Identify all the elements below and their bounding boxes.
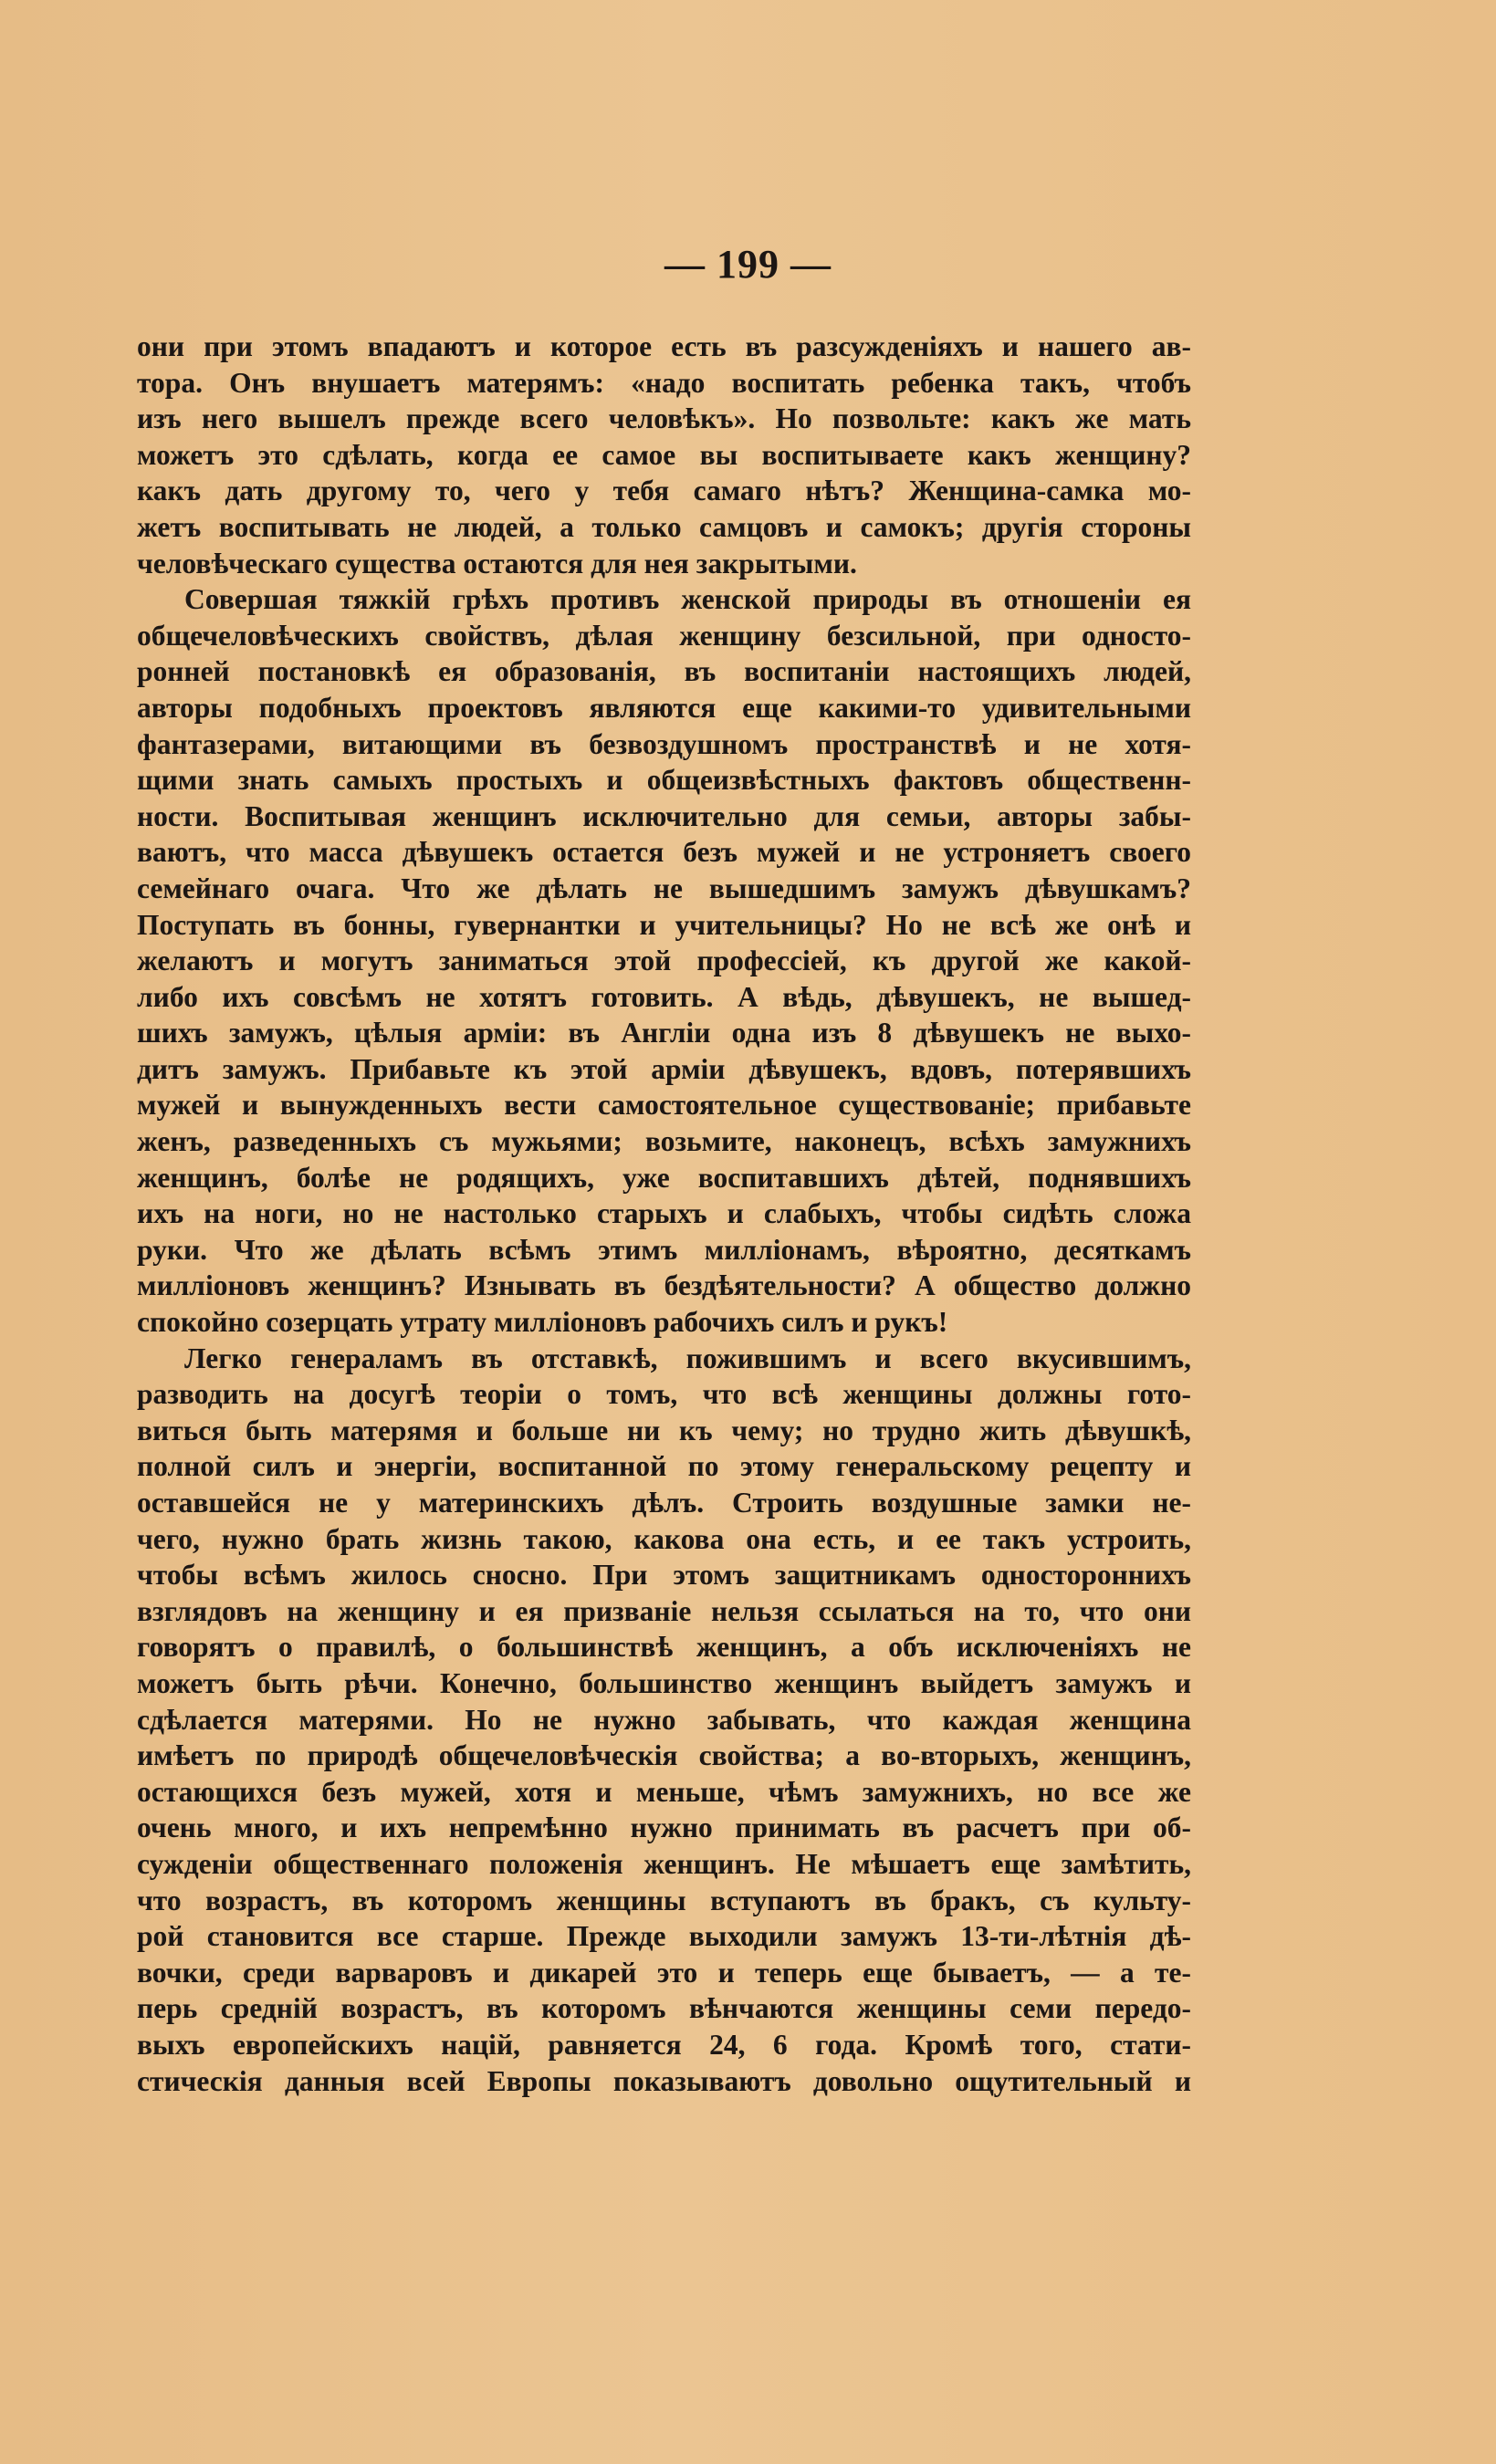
text-line: либо ихъ совсѣмъ не хотятъ готовить. А вѣдь, дѣвушекъ, не вышед- bbox=[137, 980, 1191, 1013]
text-line: взглядовъ на женщину и ея призваніе нельзя ссылаться на то, что они bbox=[137, 1594, 1191, 1627]
text-line: Совершая тяжкій грѣхъ противъ женской природы въ отношеніи ея bbox=[184, 583, 1191, 616]
text-line: женщинъ, болѣе не родящихъ, уже воспитавшихъ дѣтей, поднявшихъ bbox=[137, 1161, 1191, 1194]
text-line: ронней постановкѣ ея образованія, въ воспитаніи настоящихъ людей, bbox=[137, 655, 1191, 688]
text-line: дитъ замужъ. Прибавьте къ этой арміи дѣвушекъ, вдовъ, потерявшихъ bbox=[137, 1052, 1191, 1085]
text-line: мужей и вынужденныхъ вести самостоятельное существованіе; прибавьте bbox=[137, 1089, 1191, 1122]
text-line: оставшейся не у материнскихъ дѣлъ. Строить воздушные замки не- bbox=[137, 1487, 1191, 1519]
text-line: желаютъ и могутъ заниматься этой профессіей, къ другой же какой- bbox=[137, 945, 1191, 977]
text-line: стическія данныя всей Европы показываютъ довольно ощутительный и bbox=[137, 2064, 1191, 2097]
text-line: очень много, и ихъ непремѣнно нужно принимать въ расчетъ при об- bbox=[137, 1811, 1191, 1844]
text-line: семейнаго очага. Что же дѣлать не вышедшимъ замужъ дѣвушкамъ? bbox=[137, 872, 1191, 904]
paragraph bbox=[137, 581, 1191, 1340]
text-line: ваютъ, что масса дѣвушекъ остается безъ мужей и не устроняетъ своего bbox=[137, 836, 1191, 869]
text-line: разводить на досугѣ теоріи о томъ, что всѣ женщины должны гото- bbox=[137, 1378, 1191, 1411]
text-line: можетъ это сдѣлать, когда ее самое вы воспитываете какъ женщину? bbox=[137, 438, 1191, 471]
text-line: перь средній возрастъ, въ которомъ вѣнчаются женщины семи передо- bbox=[137, 1992, 1191, 2025]
text-line: щими знать самыхъ простыхъ и общеизвѣстныхъ фактовъ общественн- bbox=[137, 764, 1191, 797]
text-line: милліоновъ женщинъ? Изнывать въ бездѣятельности? А общество должно bbox=[137, 1269, 1191, 1302]
text-line: они при этомъ впадаютъ и которое есть въ разсужденіяхъ и нашего ав- bbox=[137, 330, 1191, 362]
text-line: шихъ замужъ, цѣлыя арміи: въ Англіи одна изъ 8 дѣвушекъ не выхо- bbox=[137, 1017, 1191, 1049]
text-line: фантазерами, витающими въ безвоздушномъ пространствѣ и не хотя- bbox=[137, 727, 1191, 760]
paragraph bbox=[137, 1341, 1191, 2099]
body-text bbox=[137, 329, 1191, 2099]
text-line: Легко генераламъ въ отставкѣ, пожившимъ и всего вкусившимъ, bbox=[184, 1342, 1191, 1374]
text-line: рой становится все старше. Прежде выходили замужъ 13-ти-лѣтнія дѣ- bbox=[137, 1920, 1191, 1953]
text-line: общечеловѣческихъ свойствъ, дѣлая женщину безсильной, при односто- bbox=[137, 619, 1191, 652]
text-line: виться быть матерямя и больше ни къ чему; но трудно жить дѣвушкѣ, bbox=[137, 1414, 1191, 1446]
text-line: выхъ европейскихъ націй, равняется 24, 6 года. Кромѣ того, стати- bbox=[137, 2028, 1191, 2061]
text-line: можетъ быть рѣчи. Конечно, большинство женщинъ выйдетъ замужъ и bbox=[137, 1666, 1191, 1699]
text-line: сдѣлается матерями. Но не нужно забывать, что каждая женщина bbox=[137, 1703, 1191, 1736]
text-line: спокойно созерцать утрату милліоновъ рабочихъ силъ и рукъ! bbox=[137, 1306, 948, 1339]
text-line: ихъ на ноги, но не настолько старыхъ и слабыхъ, чтобы сидѣть сложа bbox=[137, 1197, 1191, 1230]
text-line: что возрастъ, въ которомъ женщины вступаютъ въ бракъ, съ культу- bbox=[137, 1884, 1191, 1916]
text-line: ности. Воспитывая женщинъ исключительно для семьи, авторы забы- bbox=[137, 799, 1191, 832]
text-line: Поступать въ бонны, гувернантки и учительницы? Но не всѣ же онѣ и bbox=[137, 908, 1191, 941]
text-line: вочки, среди варваровъ и дикарей это и теперь еще бываетъ, — а те- bbox=[137, 1956, 1191, 1989]
text-line: говорятъ о правилѣ, о большинствѣ женщинъ, а объ исключеніяхъ не bbox=[137, 1631, 1191, 1664]
page-number: — 199 — bbox=[664, 242, 832, 287]
text-line: изъ него вышелъ прежде всего человѣкъ». Но позвольте: какъ же мать bbox=[137, 402, 1191, 435]
text-line: сужденіи общественнаго положенія женщинъ. Не мѣшаетъ еще замѣтить, bbox=[137, 1847, 1191, 1880]
text-line: руки. Что же дѣлать всѣмъ этимъ милліонамъ, вѣроятно, десяткамъ bbox=[137, 1233, 1191, 1266]
text-line: человѣческаго существа остаются для нея закрытыми. bbox=[137, 547, 857, 579]
text-line: авторы подобныхъ проектовъ являются еще какими-то удивительными bbox=[137, 691, 1191, 724]
text-line: чего, нужно брать жизнь такою, какова она есть, и ее такъ устроить, bbox=[137, 1522, 1191, 1555]
text-line: женъ, разведенныхъ съ мужьями; возьмите, наконецъ, всѣхъ замужнихъ bbox=[137, 1125, 1191, 1158]
paragraph bbox=[137, 329, 1191, 581]
text-line: имѣетъ по природѣ общечеловѣческія свойства; а во-вторыхъ, женщинъ, bbox=[137, 1739, 1191, 1772]
text-line: полной силъ и энергіи, воспитанной по этому генеральскому рецепту и bbox=[137, 1450, 1191, 1483]
text-line: какъ дать другому то, чего у тебя самаго нѣтъ? Женщина-самка мо- bbox=[137, 475, 1191, 507]
text-line: жетъ воспитывать не людей, а только самцовъ и самокъ; другія стороны bbox=[137, 510, 1191, 543]
text-line: остающихся безъ мужей, хотя и меньше, чѣмъ замужнихъ, но все же bbox=[137, 1775, 1191, 1808]
text-line: тора. Онъ внушаетъ матерямъ: «надо воспитать ребенка такъ, чтобъ bbox=[137, 366, 1191, 399]
text-line: чтобы всѣмъ жилось сносно. При этомъ защитникамъ одностороннихъ bbox=[137, 1559, 1191, 1592]
